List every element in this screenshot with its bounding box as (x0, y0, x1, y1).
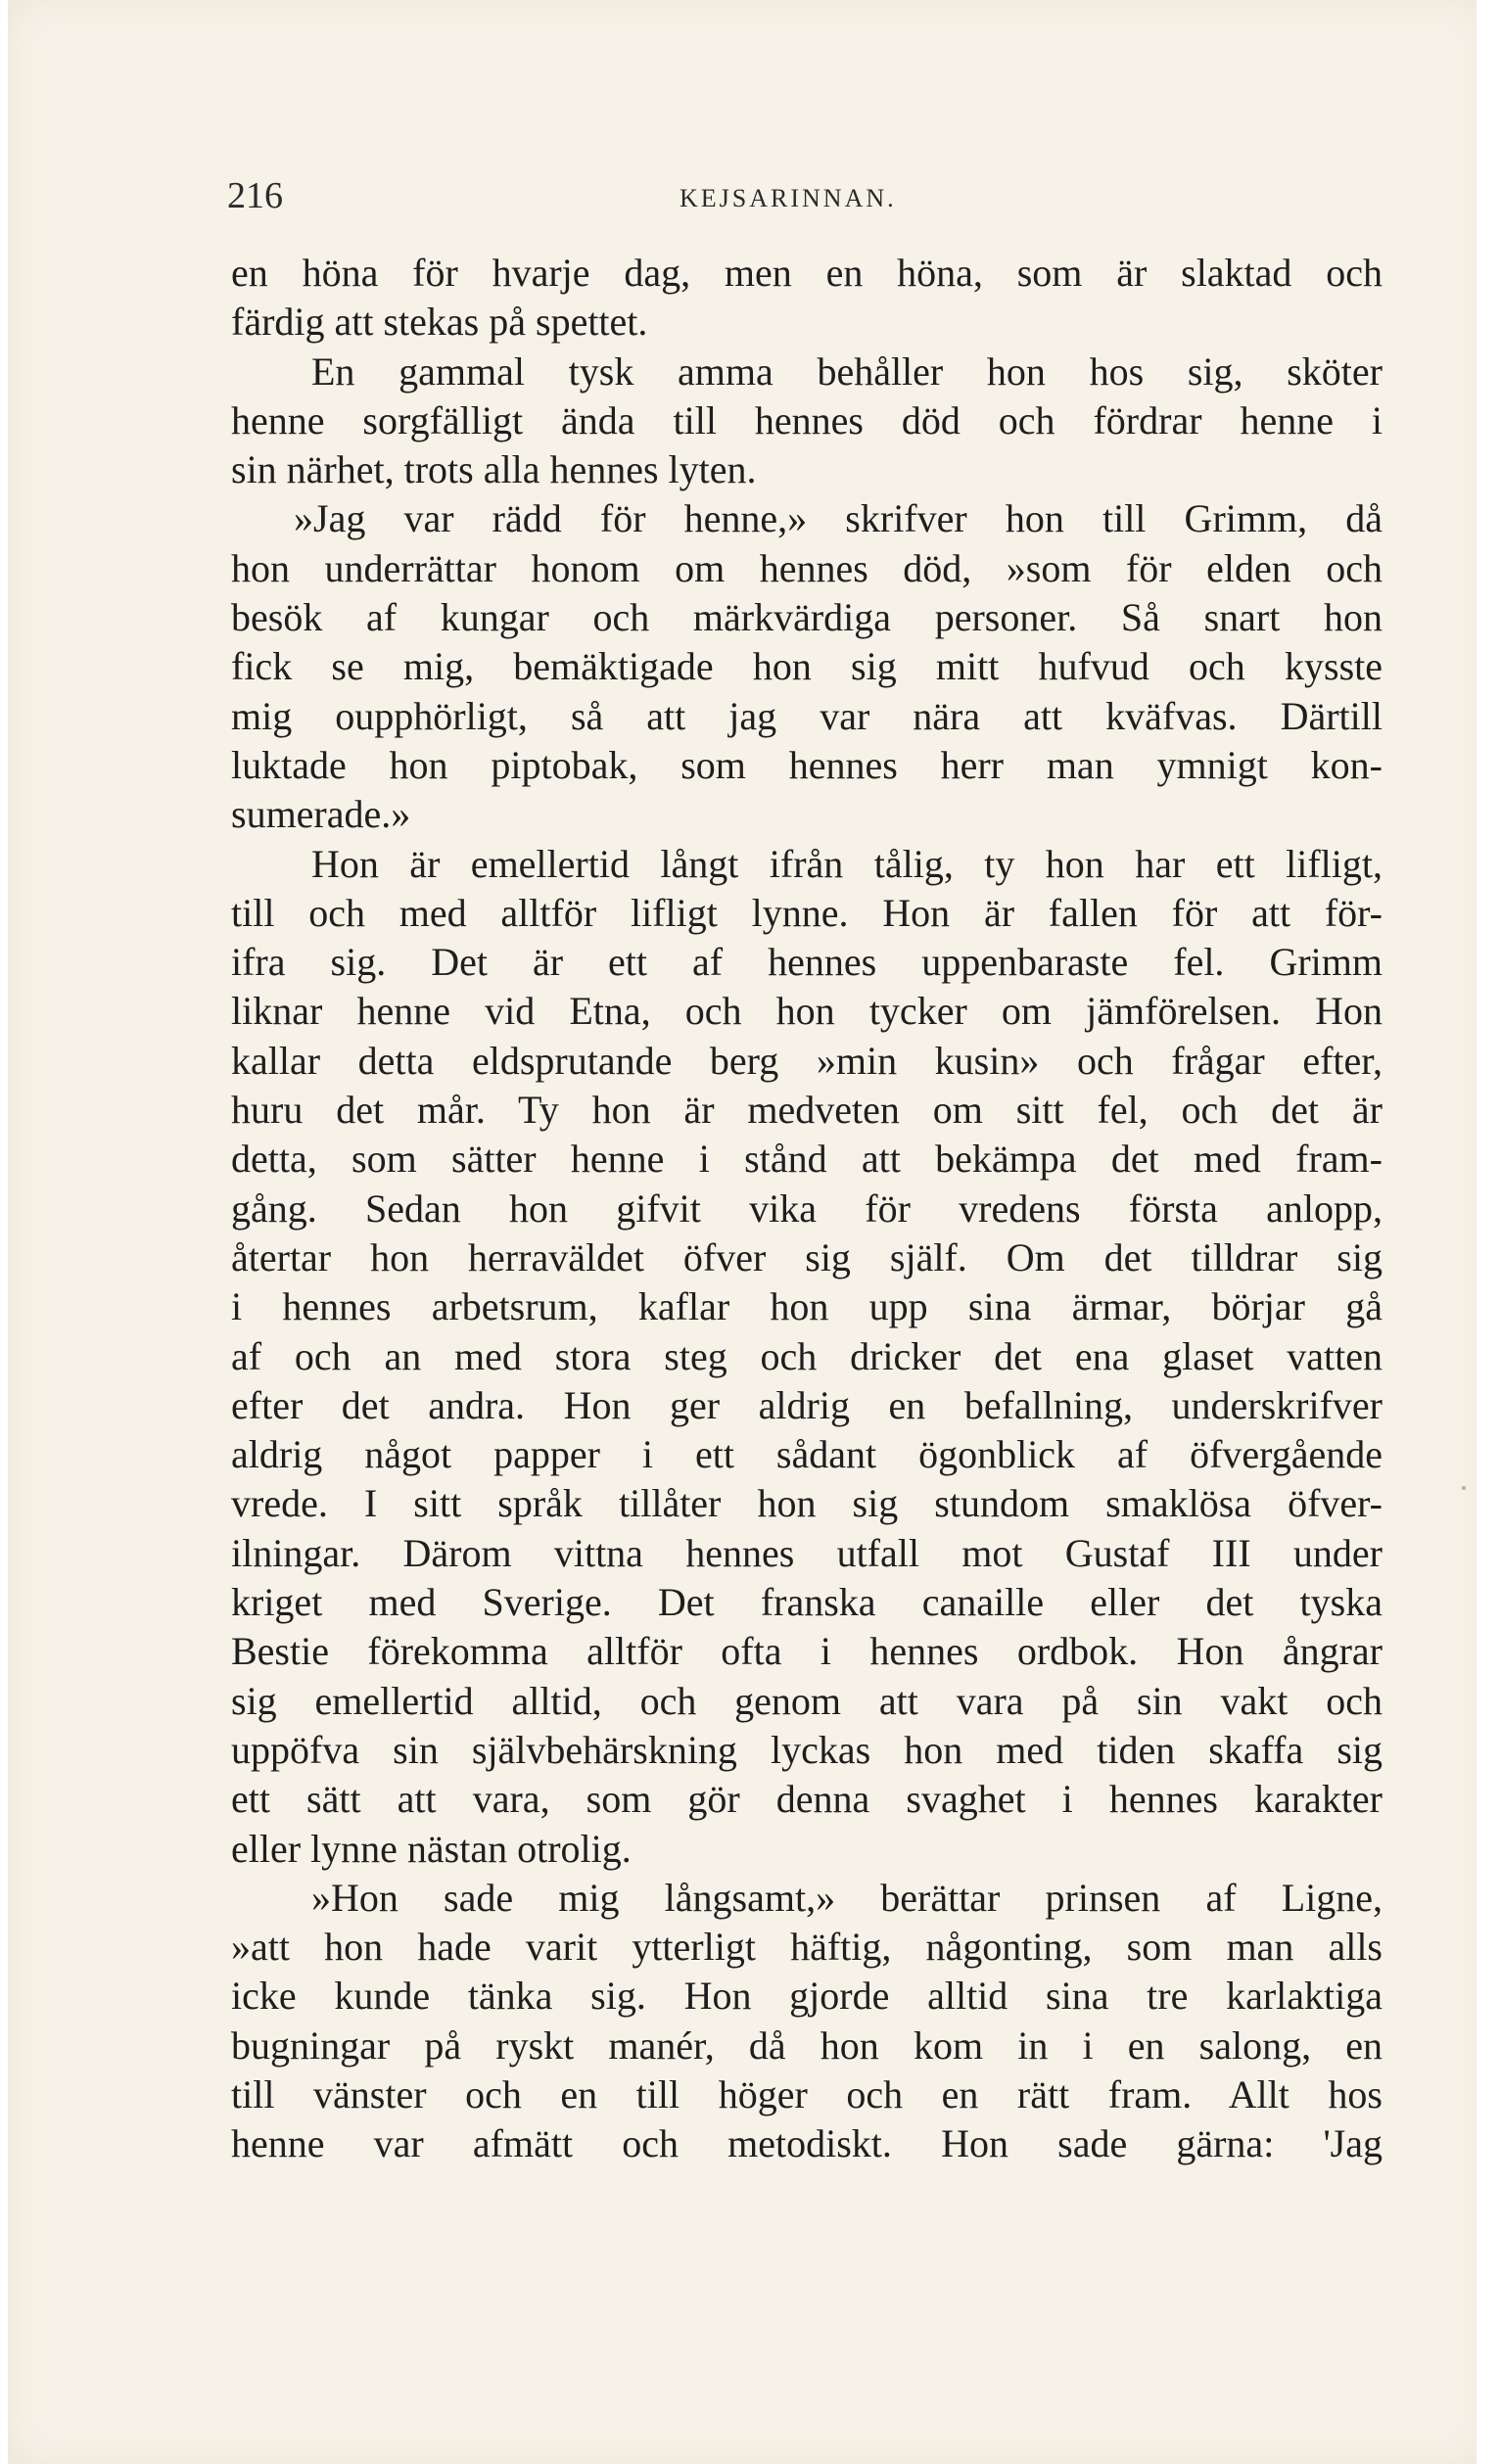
text-line: sin närhet, trots alla hennes lyten. (231, 447, 757, 492)
text-line: af och an med stora steg och dricker det ena glaset vatten (231, 1333, 1383, 1378)
text-line: till och med alltför lifligt lynne. Hon är fallen för att för- (231, 890, 1383, 935)
text-line: En gammal tysk amma behåller hon hos sig, sköter (311, 349, 1383, 394)
text-line: »Hon sade mig långsamt,» berättar prinsen af Ligne, (311, 1875, 1383, 1920)
text-line: eller lynne nästan otrolig. (231, 1826, 632, 1871)
text-line: »Jag var rädd för henne,» skrifver hon till Grimm, då (294, 496, 1383, 541)
text-line: mig oupphörligt, så att jag var nära att kväfvas. Därtill (231, 693, 1383, 738)
text-line: hon underrättar honom om hennes död, »som för elden och (231, 545, 1383, 590)
text-line: Bestie förekomma alltför ofta i hennes ordbok. Hon ångrar (231, 1629, 1383, 1674)
page-edge (1477, 0, 1488, 2464)
text-line: fick se mig, bemäktigade hon sig mitt hufvud och kysste (231, 644, 1383, 689)
text-line: henne sorgfälligt ända till hennes död och fördrar henne i (231, 397, 1383, 442)
body-text (231, 249, 1383, 2169)
text-line: besök af kungar och märkvärdiga personer. Så snart hon (231, 595, 1383, 640)
text-line: liknar henne vid Etna, och hon tycker om jämförelsen. Hon (231, 989, 1383, 1034)
text-line: luktade hon piptobak, som hennes herr man ymnigt kon- (231, 742, 1383, 787)
text-line: uppöfva sin självbehärskning lyckas hon med tiden skaffa sig (231, 1727, 1383, 1772)
paper-speck (1462, 1486, 1466, 1490)
text-line: färdig att stekas på spettet. (231, 300, 648, 345)
text-line: bugningar på ryskt manér, då hon kom in i en salong, en (231, 2022, 1383, 2068)
text-line: kallar detta eldsprutande berg »min kusin» och frågar efter, (231, 1038, 1383, 1083)
text-line: ifra sig. Det är ett af hennes uppenbaraste fel. Grimm (231, 940, 1383, 985)
text-line: sumerade.» (231, 792, 411, 837)
text-line: Hon är emellertid långt ifrån tålig, ty hon har ett lifligt, (311, 841, 1383, 886)
text-line: icke kunde tänka sig. Hon gjorde alltid sina tre karlaktiga (231, 1974, 1383, 2019)
text-line: efter det andra. Hon ger aldrig en befallning, underskrifver (231, 1382, 1383, 1427)
text-line: sig emellertid alltid, och genom att vara på sin vakt och (231, 1678, 1383, 1723)
text-line: återtar hon herraväldet öfver sig själf. Om det tilldrar sig (231, 1234, 1383, 1279)
book-page (8, 0, 1488, 2464)
page-number: 216 (227, 175, 283, 216)
text-line: en höna för hvarje dag, men en höna, som är slaktad och (231, 251, 1383, 295)
text-line: henne var afmätt och metodiskt. Hon sade gärna: 'Jag (231, 2121, 1383, 2166)
text-line: detta, som sätter henne i stånd att bekämpa det med fram- (231, 1137, 1383, 1182)
text-line: vrede. I sitt språk tillåter hon sig stundom smaklösa öfver- (231, 1481, 1383, 1526)
running-title: KEJSARINNAN. (680, 184, 897, 212)
text-line: ett sätt att vara, som gör denna svaghet i hennes karakter (231, 1777, 1383, 1822)
text-line: kriget med Sverige. Det franska canaille eller det tyska (231, 1580, 1383, 1625)
text-line: gång. Sedan hon gifvit vika för vredens första anlopp, (231, 1186, 1383, 1231)
text-line: i hennes arbetsrum, kaflar hon upp sina ärmar, börjar gå (231, 1284, 1383, 1329)
page-header (227, 174, 1383, 233)
text-line: »att hon hade varit ytterligt häftig, någonting, som man alls (231, 1925, 1383, 1970)
text-line: aldrig något papper i ett sådant ögonblick af öfvergående (231, 1432, 1383, 1477)
text-line: till vänster och en till höger och en rätt fram. Allt hos (231, 2071, 1383, 2116)
text-line: huru det mår. Ty hon är medveten om sitt fel, och det är (231, 1088, 1383, 1133)
text-line: ilningar. Därom vittna hennes utfall mot Gustaf III under (231, 1530, 1383, 1575)
